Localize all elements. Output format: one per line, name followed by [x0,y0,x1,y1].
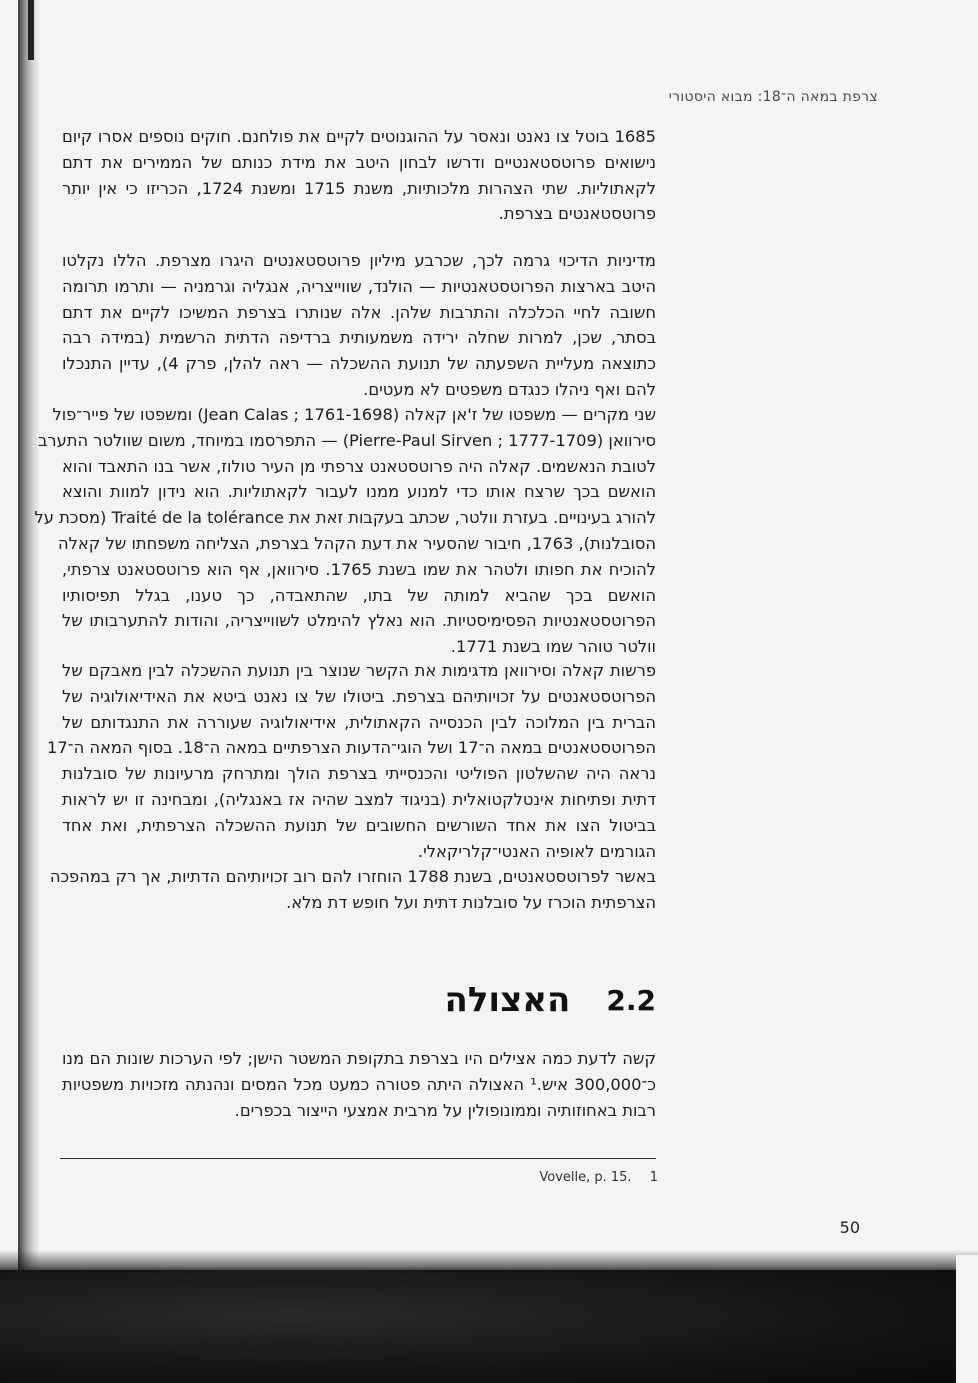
text-line: בסתר, שכן, למרות שחלה ירידה משמעותית ברדיפה הדתית הרשמית (במידה רבה [62,328,656,348]
text-line: להורג בעינויים. בעזרת וולטר, שכתב בעקבות זאת את Traité de la tolérance (מסכת על [34,508,656,528]
text-line: הסובלנות), 1763, חיבור שהסעיר את דעת הקהל בצרפת, הצליחה משפחתו של קאלה [58,533,656,553]
text-line: הצרפתית הוכרז על סובלנות דתית ועל חופש דת מלא. [286,892,656,912]
text-line: דתית ופתיחות אינטלקטואלית (בניגוד למצב שהיה אז באנגליה), ומבחינה זו יש לראות [62,789,656,809]
paragraph-4 [47,658,656,864]
text-line: פרשות קאלה וסירוואן מדגימות את הקשר שנוצר בין תנועת ההשכלה לבין מאבקם של [62,661,656,680]
text-line: כתוצאה מעליית השפעתה של תנועת ההשכלה — ראה להלן, פרק 4), עדיין התנכלו [62,354,656,374]
text-line: כ־300,000 איש.¹ האצולה היתה פטורה כמעט מכל המסים ונהנתה מזכויות משפטיות [62,1074,656,1094]
paragraph-2 [62,248,656,403]
text-line: הפרוטסטאנטיות הפסימיסטיות. הוא נאלץ להימלט לשווייצריה, והודות להתערבותו של [62,611,656,631]
section-number: 2.2 [606,983,656,1017]
text-line: הפרוטסטאנטים על זכויותיהם בצרפת. ביטולו של צו נאנט ביטא את האידיאולוגיה של [62,686,656,706]
scan-left-edge-mark [28,0,34,60]
running-head: צרפת במאה ה־18: מבוא היסטורי [668,89,878,105]
text-line: הואשם בכך שרצח אותו כדי למנוע ממנו לעבור לקאתוליות. הוא נידון למוות והוצא [62,482,656,502]
text-line: להוכיח את חפותו ולטהר את שמו בשנת 1765. סירוואן, אף הוא פרוטסטאנט צרפתי, [62,559,656,579]
text-line: לקאתוליות. שתי הצהרות מלכותיות, משנת 1715 ומשנת 1724, הכריזו כי אין יותר [62,178,656,198]
text-line: באשר לפרוטסטאנטים, בשנת 1788 הוחזרו להם רוב זכויותיהם הדתיות, אך רק במהפכה [49,867,656,886]
text-line: היטב בארצות הפרוטסטאנטיות — הולנד, שווייצריה, אנגליה וגרמניה — ותרמו תרומה [62,276,656,296]
text-line: להם ואף ניהלו כנגדם משפטים לא מעטים. [363,379,656,399]
text-line: הפרוטסטאנטים במאה ה־17 ושל הוגי־הדעות הצרפתיים במאה ה־18. בסוף המאה ה־17 [47,738,656,758]
text-line: רבות באחוזותיה וממונופולין על מרבית אמצעי הייצור בכפרים. [234,1100,656,1120]
scan-right-margin [956,1255,978,1383]
paragraph-3 [34,402,656,660]
text-line: הגורמים לאופיה האנטי־קלריקאלי. [417,841,656,861]
text-line: הואשם בכך שהביא למותה של בתו, שהתאבדה, כך טענו, בגלל תפיסותיו [62,585,656,605]
footnote-rule [60,1158,656,1159]
text-line: נראה היה שהשלטון הפוליטי והכנסייתי בצרפת הולך ומתרחק מרעיונות של סובלנות [62,764,656,784]
footnote-text: Vovelle, p. 15. [539,1170,632,1185]
paragraph-5 [49,864,656,916]
section-paragraph [62,1046,656,1123]
text-line: בביטול הצו את אחד השורשים החשובים של תנועת ההשכלה הצרפתית, ואת אחד [62,815,656,835]
text-line: שני מקרים — משפטו של ז'אן קאלה (Jean Calas ; 1761-1698) ומשפטו של פייר־פול [52,405,656,424]
text-line: מדיניות הדיכוי גרמה לכך, שכרבע מיליון פרוטסטאנטים היגרו מצרפת. הללו נקלטו [62,251,656,270]
text-line: פרוטסטאנטים בצרפת. [498,204,656,224]
text-line: סירוואן (Pierre-Paul Sirven ; 1777-1709) — התפרסמו במיוחד, משום שוולטר התערב [37,430,656,450]
paragraph-1 [62,124,656,227]
text-line: לטובת הנאשמים. קאלה היה פרוטסטאנט צרפתי מן העיר טולוז, אשר בנו התאבד והוא [62,456,656,476]
page-number: 50 [839,1218,860,1237]
section-title: האצולה [444,980,571,1020]
text-line: וולטר טוהר שמו בשנת 1771. [450,637,656,657]
footnote [440,1170,658,1185]
text-line: הברית בין המלוכה לבין הכנסייה הקאתולית, אידיאולוגיה שעוררה את התנגדותם של [62,712,656,732]
text-line: קשה לדעת כמה אצילים היו בצרפת בתקופת המשטר הישן; לפי הערכות שונות הם מנו [62,1049,656,1068]
scan-left-edge-shadow [18,0,40,1270]
footnote-mark: 1 [649,1170,658,1185]
text-line: חשובה לחיי הכלכלה והתרבות שלהן. אלה שנותרו בצרפת המשיכו לקיים את דתם [62,302,656,322]
section-heading [432,976,656,1024]
text-line: 1685 בוטל צו נאנט ונאסר על ההוגנוטים לקיים את פולחנם. חוקים נוספים אסרו קיום [62,127,656,146]
scan-bottom-shadow [0,1270,978,1383]
text-line: נישואים פרוטסטאנטיים ודרשו לבחון היטב את מידת כנותם של הממירים את דתם [62,152,656,172]
